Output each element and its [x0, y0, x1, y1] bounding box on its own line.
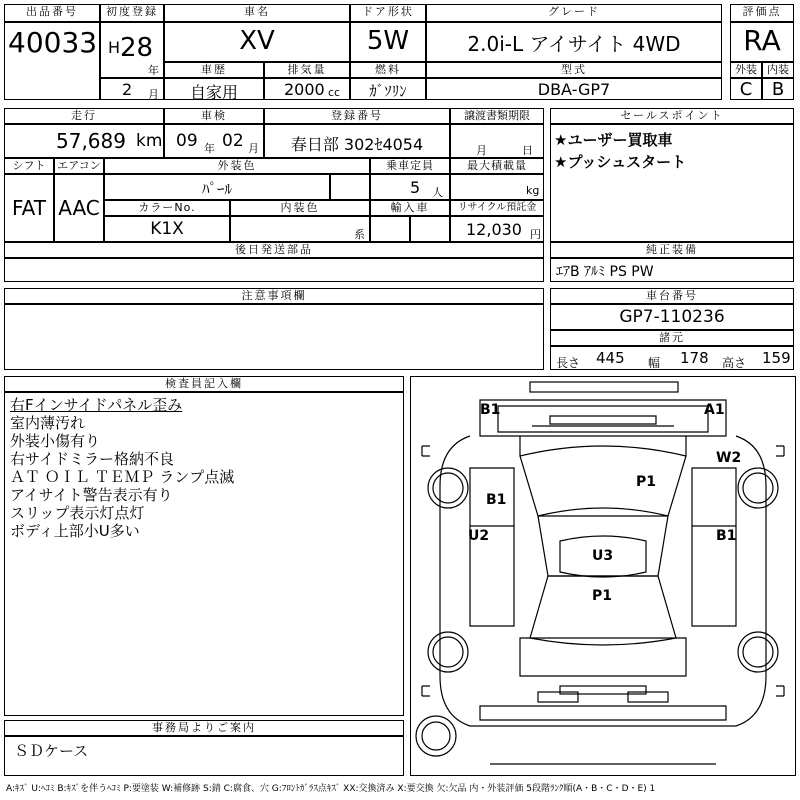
reg-era: H [108, 38, 121, 57]
office-value: ＳＤケース [14, 742, 89, 760]
score-label: 評価点 [730, 4, 794, 22]
load-unit: kg [526, 184, 540, 197]
mileage-label: 走行 [4, 108, 164, 124]
inspection-label: 車検 [164, 108, 264, 124]
width-value: 178 [680, 349, 709, 367]
remark-line: 右サイドミラー格納不良 [10, 450, 174, 468]
length-label: 長さ [556, 356, 581, 370]
height-label: 高さ [722, 356, 747, 370]
interior-value: B [771, 79, 785, 100]
damage-mark: U2 [468, 528, 490, 544]
car-diagram [410, 376, 796, 776]
width-label: 幅 [648, 356, 661, 370]
fuel-label: 燃料 [350, 62, 426, 78]
damage-mark: B1 [716, 528, 737, 544]
damage-mark: U3 [592, 548, 614, 564]
dims-label: 諸元 [550, 330, 794, 346]
remark-line: 右Fインサイドパネル歪み [10, 396, 183, 414]
displacement-label: 排気量 [264, 62, 350, 78]
length-value: 445 [596, 349, 625, 367]
displacement-unit: cc [328, 86, 341, 99]
later-parts-label: 後日発送部品 [4, 242, 544, 258]
score-value: RA [743, 24, 781, 57]
exterior-value: C [739, 79, 753, 100]
damage-mark: P1 [592, 588, 613, 604]
reg-month-unit: 月 [148, 88, 159, 101]
reg-year: 28 [120, 33, 154, 63]
shift-value: FAT [11, 196, 46, 220]
capacity-label: 乗車定員 [370, 158, 450, 174]
displacement-value: 2000 [284, 80, 325, 99]
damage-mark: P1 [636, 474, 657, 490]
capacity-unit: 人 [432, 186, 443, 199]
history-value: 自家用 [189, 83, 238, 102]
inspection-month-unit: 月 [248, 142, 259, 155]
lot-label: 出品番号 [4, 4, 100, 22]
damage-mark: B1 [486, 492, 507, 508]
model-label: 型式 [426, 62, 722, 78]
colorno-value: K1X [150, 219, 184, 239]
grade-value: 2.0i-L アイサイト 4WD [467, 32, 681, 56]
inspector-label: 検査員記入欄 [4, 376, 404, 392]
lot-value: 40033 [8, 26, 98, 59]
history-label: 車歴 [164, 62, 264, 78]
exterior-label: 外装 [730, 62, 762, 78]
notes-label: 注意事項欄 [4, 288, 544, 304]
ac-value: AAC [58, 196, 100, 220]
notes-box [4, 304, 544, 370]
sales-point-2: ★プッシュスタート [554, 153, 687, 171]
model-value: DBA-GP7 [537, 80, 611, 99]
remark-line: スリップ表示灯点灯 [10, 504, 145, 522]
import-box-1 [370, 216, 410, 242]
recycle-unit: 円 [530, 228, 541, 241]
color-extra-box [330, 174, 370, 200]
transfer-day-unit: 日 [522, 144, 533, 157]
equipment-label: 純正装備 [550, 242, 794, 258]
name-label: 車名 [164, 4, 350, 22]
color-label: 外装色 [104, 158, 370, 174]
mileage-unit: km [136, 131, 163, 151]
colorno-label: カラーNo. [104, 200, 230, 216]
intcolor-box [230, 216, 370, 242]
import-box-2 [410, 216, 450, 242]
transfer-month-unit: 月 [476, 144, 487, 157]
reg-month: 2 [122, 80, 133, 99]
inspection-year-unit: 年 [204, 142, 215, 155]
plate-label: 登録番号 [264, 108, 450, 124]
door-value: 5W [366, 26, 410, 56]
inspection-month: 02 [222, 131, 244, 151]
remark-line: ボディ上部小U多い [10, 522, 140, 540]
door-label: ドア形状 [350, 4, 426, 22]
fuel-value: ｶﾞｿﾘﾝ [369, 82, 407, 100]
damage-mark: A1 [704, 402, 725, 418]
office-label: 事務局よりご案内 [4, 720, 404, 736]
sales-label: セールスポイント [550, 108, 794, 124]
interior-label: 内装 [762, 62, 794, 78]
grade-label: グレード [426, 4, 722, 22]
reg-label: 初度登録 [100, 4, 164, 22]
shift-label: シフト [4, 158, 54, 174]
remark-line: アイサイト警告表示有り [10, 486, 173, 504]
plate-value: 春日部 302ｾ4054 [290, 135, 424, 154]
capacity-value: 5 [410, 178, 421, 197]
remark-line: ＡＴ ＯＩＬ ＴＥＭＰ ランプ点滅 [10, 468, 235, 486]
load-label: 最大積載量 [450, 158, 544, 174]
equipment-value: ｴｱB ｱﾙﾐ PS PW [556, 264, 654, 280]
dims-box [550, 346, 794, 370]
transfer-label: 譲渡書類期限 [450, 108, 544, 124]
intcolor-label: 内装色 [230, 200, 370, 216]
ac-label: エアコン [54, 158, 104, 174]
sales-point-1: ★ユーザー買取車 [554, 131, 673, 149]
color-value: ﾊﾟｰﾙ [201, 180, 232, 198]
footer-legend: A:ｷｽﾞ U:ﾍｺﾐ B:ｷｽﾞを伴うﾍｺﾐ P:要塗装 W:補修跡 S:錆 C:腐食、穴 G:ﾌﾛﾝﾄｶﾞﾗｽ点ｷｽﾞ XX:交換済み X:要交換 欠:欠品 内・外装評価 5段階ﾗﾝｸ順(A・B・C・D・E) 1 [6, 784, 656, 794]
import-label: 輸入車 [370, 200, 450, 216]
remark-line: 室内薄汚れ [10, 414, 86, 432]
damage-mark: W2 [716, 450, 742, 466]
intcolor-unit: 系 [354, 228, 365, 241]
damage-mark: B1 [480, 402, 501, 418]
inspection-year: 09 [176, 131, 198, 151]
mileage-value: 57,689 [56, 129, 126, 153]
name-value: XV [239, 26, 275, 56]
reg-year-unit: 年 [148, 64, 159, 77]
remark-line: 外装小傷有り [10, 432, 101, 450]
recycle-value: 12,030 [466, 220, 522, 239]
chassis-label: 車台番号 [550, 288, 794, 304]
later-parts-box [4, 258, 544, 282]
chassis-value: GP7-110236 [619, 307, 725, 327]
recycle-label: リサイクル預託金 [450, 200, 544, 216]
height-value: 159 [762, 349, 791, 367]
